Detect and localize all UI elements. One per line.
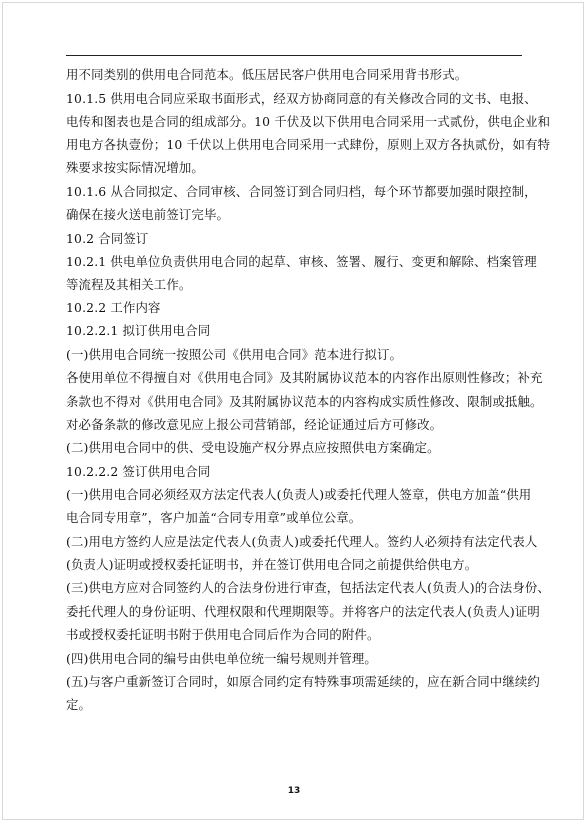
text-line: 殊要求按实际情况增加。 xyxy=(66,160,204,175)
text-line: 委托代理人的身份证明、代理权限和代理期限等。并将客户的法定代表人(负责人)证明 xyxy=(66,604,540,619)
text-line: (一)供用电合同必须经双方法定代表人(负责人)或委托代理人签章，供电方加盖“供用 xyxy=(66,487,532,502)
text-line: 对必备条款的修改意见应上报公司营销部，经论证通过后方可修改。 xyxy=(66,417,443,432)
text-line: 定。 xyxy=(66,697,92,712)
text-line: (一)供用电合同统一按照公司《供用电合同》范本进行拟订。 xyxy=(66,347,403,362)
section-heading: 10.2 合同签订 xyxy=(66,231,149,246)
text-line: 10.1.6 从合同拟定、合同审核、合同签订到合同归档，每个环节都要加强时限控制， xyxy=(66,184,537,199)
text-line: 10.1.5 供用电合同应采取书面形式，经双方协商同意的有关修改合同的文书、电报、 xyxy=(66,91,537,106)
text-line: 等流程及其相关工作。 xyxy=(66,277,192,292)
text-line: 书或授权委托证明书附于供用电合同后作为合同的附件。 xyxy=(66,627,380,642)
text-line: (四)供用电合同的编号由供电单位统一编号规则并管理。 xyxy=(66,651,377,666)
text-line: 用不同类别的供用电合同范本。低压居民客户供用电合同采用背书形式。 xyxy=(66,67,468,82)
text-line: 用电方各执壹份；10 千伏以上供用电合同采用一式肆份，原则上双方各执贰份，如有特 xyxy=(66,137,551,152)
text-line: 各使用单位不得擅自对《供用电合同》及其附属协议范本的内容作出原则性修改；补充 xyxy=(66,370,543,385)
text-line: 电合同专用章”，客户加盖“合同专用章”或单位公章。 xyxy=(66,510,362,525)
section-heading: 10.2.2.1 拟订供用电合同 xyxy=(66,323,211,338)
section-heading: 10.2.2 工作内容 xyxy=(66,300,161,315)
text-line: (负责人)证明或授权委托证明书，并在签订供用电合同之前提供给供电方。 xyxy=(66,557,478,572)
text-line: 条款也不得对《供用电合同》及其附属协议范本的内容构成实质性修改、限制或抵触。 xyxy=(66,394,543,409)
header-rule xyxy=(66,55,522,56)
text-line: (三)供电方应对合同签约人的合法身份进行审查，包括法定代表人(负责人)的合法身份、 xyxy=(66,580,550,595)
text-line: (二)用电方签约人应是法定代表人(负责人)或委托代理人。签约人必须持有法定代表人 xyxy=(66,534,538,549)
text-line: (五)与客户重新签订合同时，如原合同约定有特殊事项需延续的，应在新合同中继续约 xyxy=(66,674,540,689)
text-line: 确保在接火送电前签订完毕。 xyxy=(66,207,230,222)
section-heading: 10.2.2.2 签订供用电合同 xyxy=(66,464,211,479)
text-line: 10.2.1 供电单位负责供用电合同的起草、审核、签署、履行、变更和解除、档案管理 xyxy=(66,254,537,269)
page-number: 13 xyxy=(287,786,301,796)
text-line: (二)供用电合同中的供、受电设施产权分界点应按照供电方案确定。 xyxy=(66,440,440,455)
text-line: 电传和图表也是合同的组成部分。10 千伏及以下供用电合同采用一式贰份，供电企业和 xyxy=(66,114,551,129)
